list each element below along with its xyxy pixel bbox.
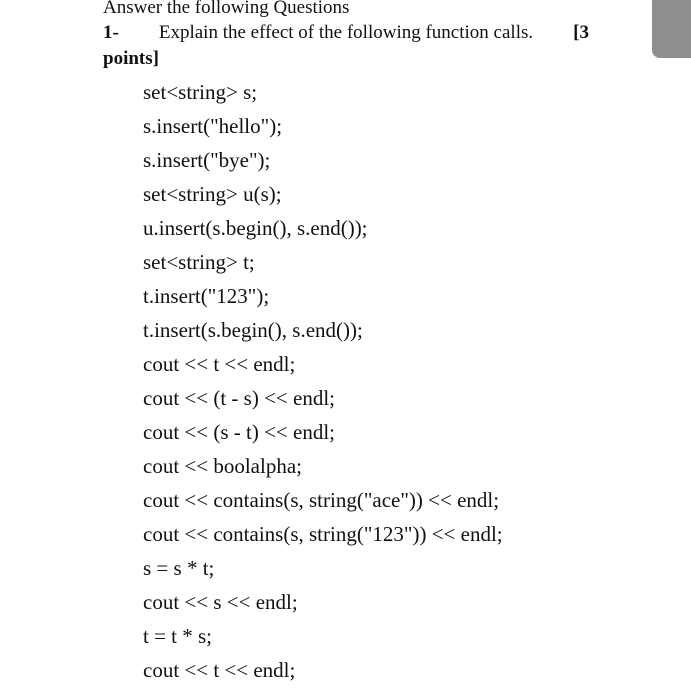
code-line: s.insert("hello"); — [143, 114, 283, 138]
code-line: cout << s << endl; — [143, 590, 298, 614]
code-line: set<string> s; — [143, 80, 258, 104]
code-line: s.insert("bye"); — [143, 148, 271, 172]
code-line: cout << t << endl; — [143, 658, 296, 682]
code-line: cout << t << endl; — [143, 352, 296, 376]
code-line: t.insert(s.begin(), s.end()); — [143, 318, 363, 342]
code-line: cout << boolalpha; — [143, 454, 302, 478]
page-title: Answer the following Questions — [103, 0, 350, 18]
code-line: set<string> t; — [143, 250, 255, 274]
code-line: t = t * s; — [143, 624, 213, 648]
question-text: Explain the effect of the following function calls. — [158, 22, 534, 43]
code-line: cout << (s - t) << endl; — [143, 420, 336, 444]
question-1 — [103, 20, 603, 72]
question-points-open: [3 — [573, 22, 589, 43]
code-line: set<string> u(s); — [143, 182, 282, 206]
scroll-handle[interactable] — [652, 0, 691, 58]
code-line: t.insert("123"); — [143, 284, 270, 308]
code-line: s = s * t; — [143, 556, 215, 580]
code-line: cout << contains(s, string("ace")) << endl; — [143, 488, 500, 512]
code-line: u.insert(s.begin(), s.end()); — [143, 216, 368, 240]
code-line: cout << contains(s, string("123")) << endl; — [143, 522, 503, 546]
question-number: 1- — [103, 22, 119, 43]
code-line: cout << (t - s) << endl; — [143, 386, 336, 410]
question-points-close: points] — [103, 48, 159, 69]
code-block — [143, 75, 503, 687]
question-line — [103, 20, 589, 46]
